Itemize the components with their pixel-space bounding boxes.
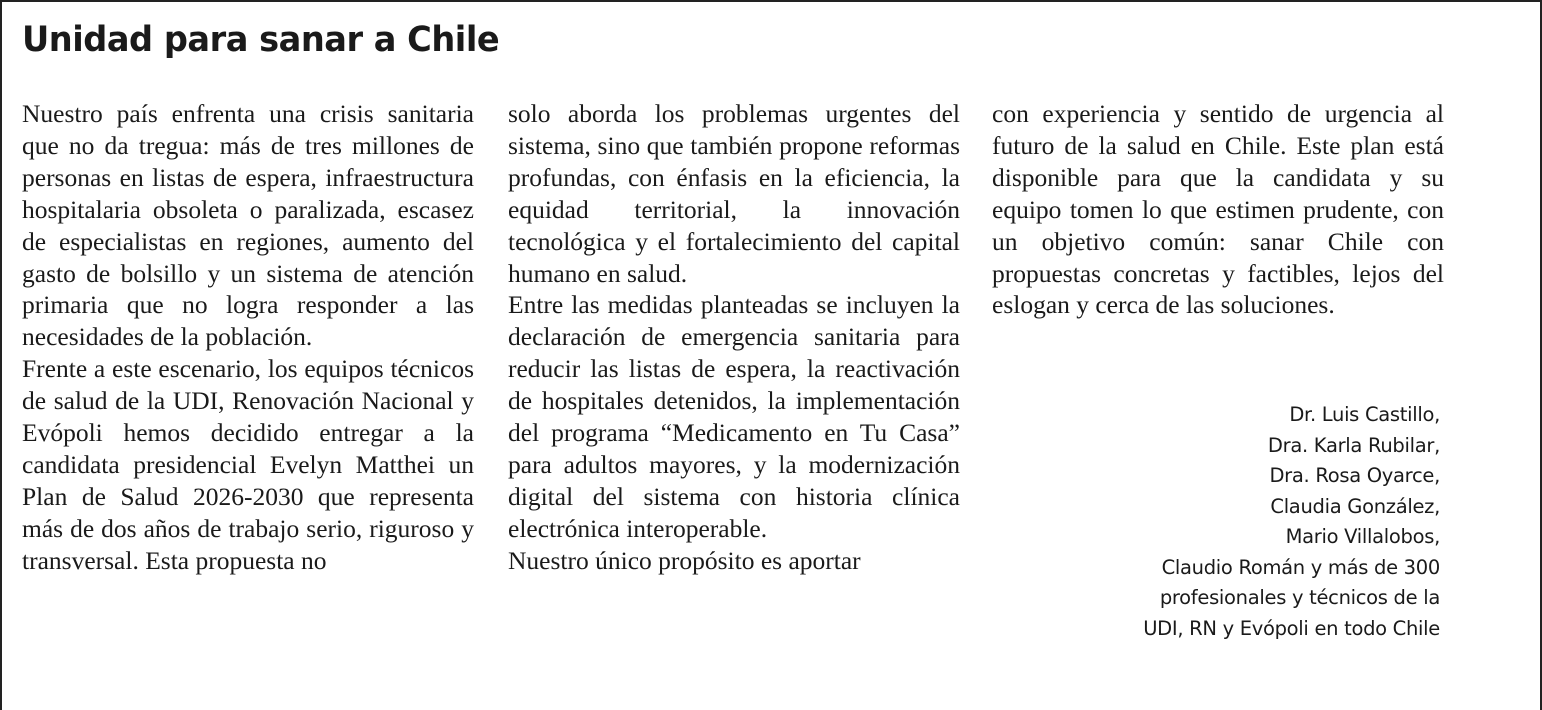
signature-line: Claudio Román y más de 300 [1161,555,1440,579]
paragraph: Entre las medidas planteadas se incluyen la declaración de emergencia sanitaria para reducir las listas de espera, la reactivación de hospitales detenidos, la implementación del programa “Medicamento en Tu Casa” para adultos mayores, y la modernización digital del sistema con historia clínica electrónica interoperable. [508,290,960,543]
signature-line: Dra. Karla Rubilar, [1267,433,1440,457]
article-column-1 [22,98,474,577]
signature-line: Dr. Luis Castillo, [1289,403,1440,426]
signature-line: profesionales y técnicos de la [1159,586,1440,609]
paragraph: solo aborda los problemas urgentes del sistema, sino que también propone reformas profundas, con énfasis en la eficiencia, la equidad territorial, la innovación tecnológica y el fortalecimiento del capital humano en salud. [508,99,960,288]
article-title: Unidad para sanar a Chile [22,20,500,60]
signature-line: UDI, RN y Evópoli en todo Chile [1143,616,1440,640]
article-column-3 [992,98,1444,321]
paragraph: Nuestro único propósito es aportar [508,545,861,575]
article-column-2 [508,98,960,577]
signature-block [1143,400,1440,644]
signature-line: Claudia González, [1270,494,1440,518]
paragraph: Nuestro país enfrenta una crisis sanitaria que no da tregua: más de tres millones de personas en listas de espera, infraestructura hospitalaria obsoleta o paralizada, escasez de especialistas en regiones, aumento del gasto de bolsillo y un sistema de atención primaria que no logra responder a las necesidades de la población. [22,99,474,352]
paragraph: con experiencia y sentido de urgencia al futuro de la salud en Chile. Este plan está disponible para que la candidata y su equipo tomen lo que estimen prudente, con un objetivo común: sanar Chile con propuestas concretas y factibles, lejos del eslogan y cerca de las soluciones. [992,99,1444,320]
signature-line: Mario Villalobos, [1285,525,1440,548]
paragraph: Frente a este escenario, los equipos técnicos de salud de la UDI, Renovación Nacional y Evópoli hemos decidido entregar a la candidata presidencial Evelyn Matthei un Plan de Salud 2026-2030 que representa más de dos años de trabajo serio, riguroso y transversal. Esta propuesta no [22,354,474,575]
signature-line: Dra. Rosa Oyarce, [1269,464,1440,487]
